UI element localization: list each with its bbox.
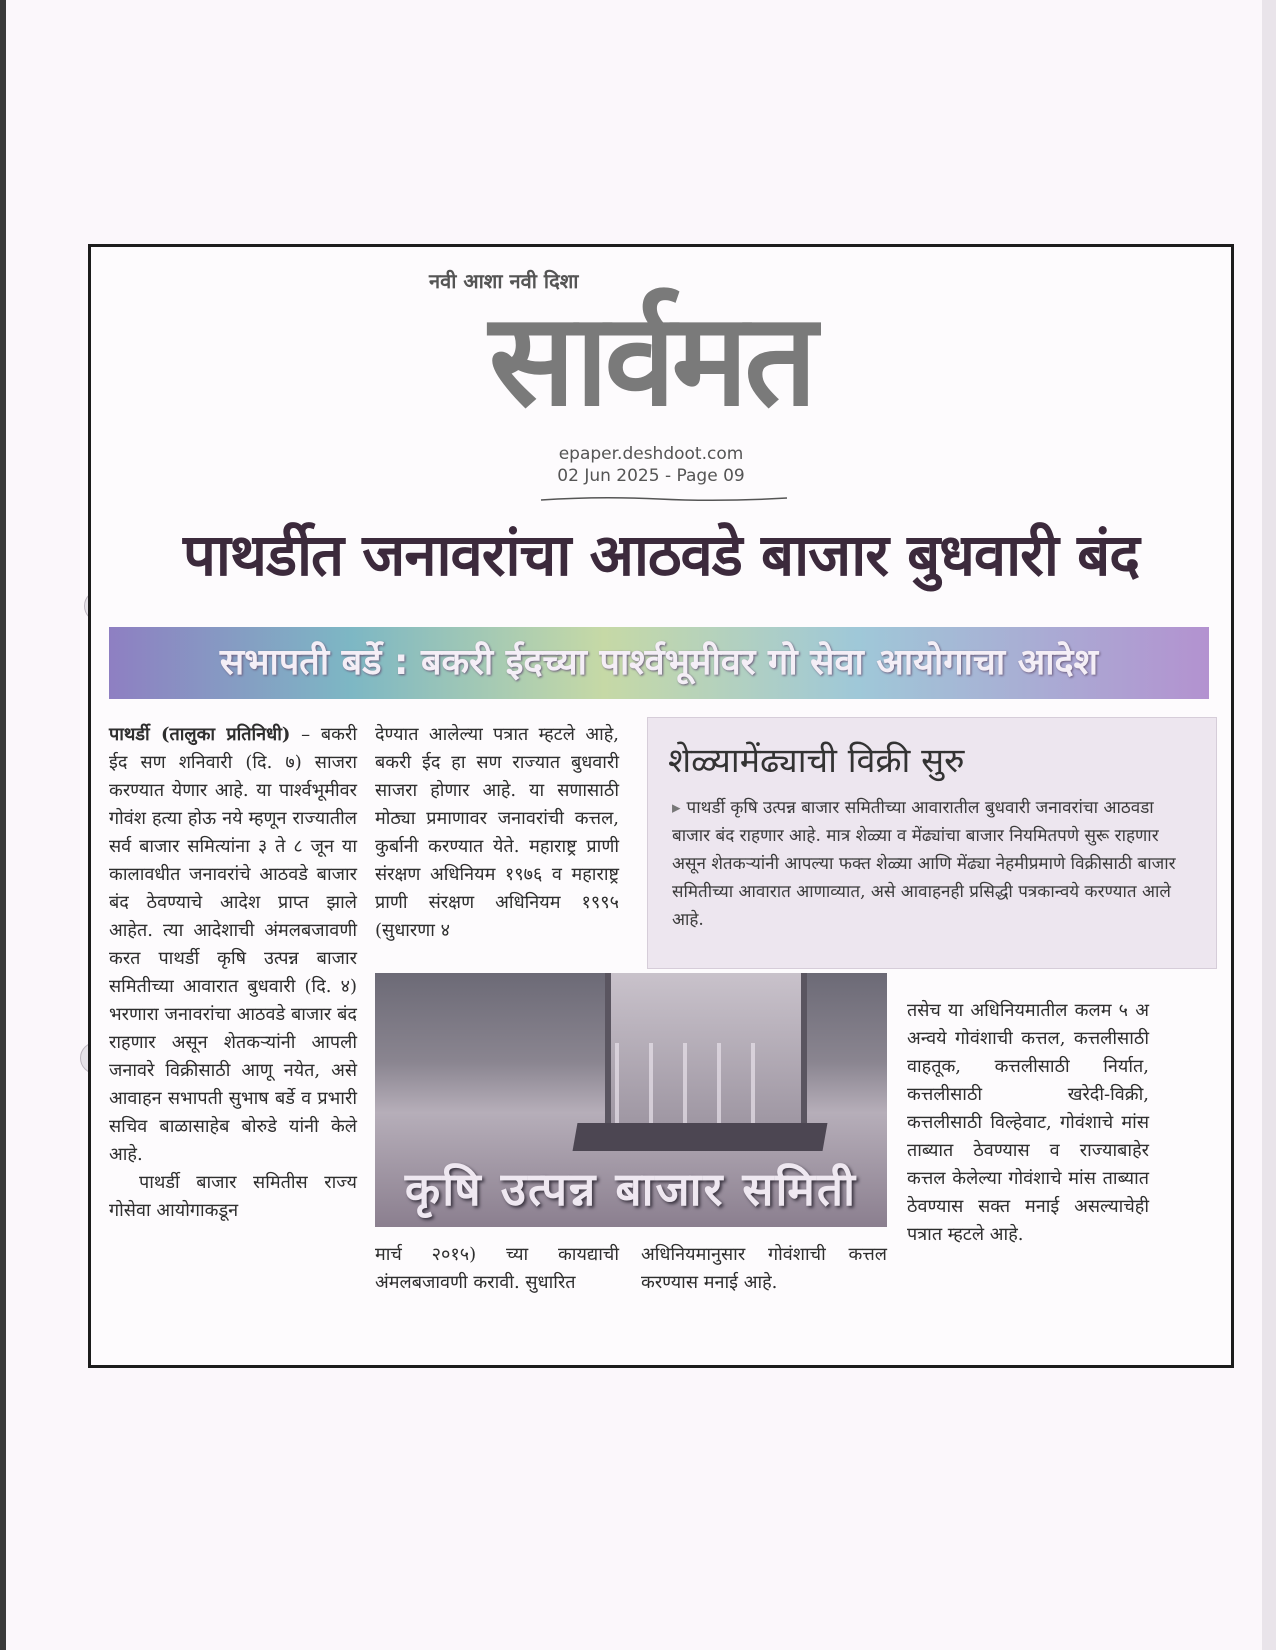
source-website: epaper.deshdoot.com — [558, 444, 744, 464]
article-column-2-bottom: मार्च २०१५) च्या कायद्याची अंमलबजावणी करावी. सुधारित — [375, 1244, 619, 1293]
article-column-2: देण्यात आलेल्या पत्रात म्हटले आहे, बकरी ईद हा सण राज्यात बुधवारी साजरा होणार आहे. या सणासाठी मोठ्या प्रमाणावर जनावरांची कत्तल, कुर्बानी करण्यात येते. महाराष्ट्र प्राणी संरक्षण अधिनियम १९७६ व महाराष्ट्र प्राणी संरक्षण अधिनियम १९९५ (सुधारणा ४ — [375, 724, 619, 941]
article-dateline: पाथर्डी (तालुका प्रतिनिधी) — [109, 724, 291, 745]
source-info — [541, 443, 761, 487]
scan-edge-right — [1262, 0, 1276, 1650]
newspaper-clipping — [88, 244, 1234, 1368]
article-column-3-bottom: अधिनियमानुसार गोवंशाची कत्तल करण्यास मनाई आहे. — [641, 1244, 887, 1293]
article-column-1 — [109, 721, 357, 1225]
bullet-arrow-icon: ▸ — [672, 798, 681, 818]
photo-railing — [615, 1043, 785, 1123]
masthead — [91, 247, 1231, 507]
sidebox — [647, 717, 1217, 969]
article-body-paragraph: पाथर्डी बाजार समितीस राज्य गोसेवा आयोगाकडून — [109, 1172, 357, 1221]
article-column-4: तसेच या अधिनियमातील कलम ५ अ अन्वये गोवंशाची कत्तल, कत्तलीसाठी वाहतूक, कत्तलीसाठी निर्यात, कत्तलीसाठी खरेदी-विक्री, कत्तलीसाठी विल्हेवाट, गोवंशाचे मांस ताब्यात ठेवण्यास व राज्याबाहेर कत्तल केलेल्या गोवंशाचे मांस ताब्यात ठेवण्यास सक्त मनाई असल्याचेही पत्रात म्हटले आहे. — [907, 1000, 1149, 1245]
sidebox-text — [672, 794, 1192, 934]
photo-ledge — [573, 1123, 828, 1151]
article-body-paragraph: – बकरी ईद सण शनिवारी (दि. ७) साजरा करण्यात येणार आहे. या पार्श्वभूमीवर गोवंश हत्या होऊ नये म्हणून राज्यातील सर्व बाजार समित्यांना ३ ते ८ जून या कालावधीत जनावरांचे आठवडे बाजार बंद ठेवण्याचे आदेश प्राप्त झाले आहेत. त्या आदेशाची अंमलबजावणी करत पाथर्डी कृषि उत्पन्न बाजार समितीच्या आवारात बुधवारी (दि. ४) भरणारा जनावरांचा आठवडे बाजार बंद राहणार असून शेतकऱ्यांनी आपली जनावरे विक्रीसाठी आणू नयेत, असे आवाहन सभापती सुभाष बर्डे व प्रभारी सचिव बाळासाहेब बोरुडे यांनी केले आहे. — [109, 724, 357, 1165]
masthead-tagline: नवी आशा नवी दिशा — [429, 269, 579, 293]
article-headline: पाथर्डीत जनावरांचा आठवडे बाजार बुधवारी बंद — [182, 521, 1140, 589]
article-photo — [375, 973, 887, 1227]
article-subheadline: सभापती बर्डे : बकरी ईदच्या पार्श्वभूमीवर गो सेवा आयोगाचा आदेश — [109, 627, 1209, 699]
handwritten-underline — [539, 495, 789, 503]
sidebox-body: पाथर्डी कृषि उत्पन्न बाजार समितीच्या आवारातील बुधवारी जनावरांचा आठवडा बाजार बंद राहणार आहे. मात्र शेळ्या व मेंढ्यांचा बाजार नियमितपणे सुरू राहणार असून शेतकऱ्यांनी आपल्या फक्त शेळ्या आणि मेंढ्या नेहमीप्रमाणे विक्रीसाठी बाजार समितीच्या आवारात आणाव्यात, असे आवाहनही प्रसिद्धी पत्रकान्वये करण्यात आले आहे. — [672, 798, 1176, 930]
photo-sign-text: कृषि उत्पन्न बाजार समिती — [404, 1162, 858, 1216]
sidebox-title: शेळ्यामेंढ्याची विक्री सुरु — [668, 741, 965, 781]
scan-edge — [0, 0, 6, 1650]
newspaper-logo: सार्वमत — [488, 286, 814, 435]
source-date-page: 02 Jun 2025 - Page 09 — [557, 466, 745, 486]
